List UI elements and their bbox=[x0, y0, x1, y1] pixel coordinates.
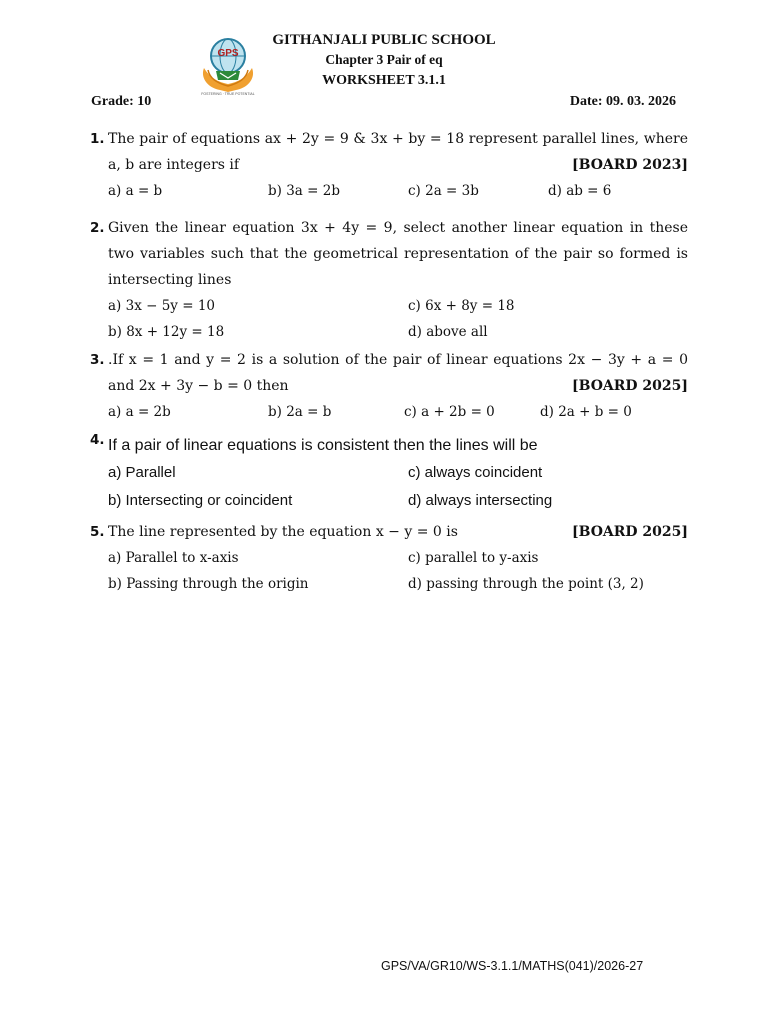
option-b: b) Intersecting or coincident bbox=[108, 492, 293, 509]
option-c: c) a + 2b = 0 bbox=[404, 404, 495, 420]
option-c: c) always coincident bbox=[408, 464, 543, 481]
options bbox=[108, 293, 688, 345]
option-c: c) 2a = 3b bbox=[408, 183, 479, 199]
question-3 bbox=[90, 347, 688, 425]
options bbox=[108, 459, 688, 515]
option-a: a) 3x − 5y = 10 bbox=[108, 298, 215, 314]
question-2 bbox=[90, 215, 688, 345]
worksheet-title: WORKSHEET 3.1.1 bbox=[322, 73, 446, 88]
question-4 bbox=[90, 433, 688, 515]
question-text: Given the linear equation 3x + 4y = 9, select another linear equation in these two variables such that the geometrical representation of the pair so formed is intersecting lines bbox=[108, 220, 688, 288]
option-b: b) Passing through the origin bbox=[108, 576, 309, 592]
option-c: c) 6x + 8y = 18 bbox=[408, 298, 515, 314]
option-a: a) a = b bbox=[108, 183, 163, 199]
option-a: a) Parallel bbox=[108, 464, 176, 481]
option-d: d) passing through the point (3, 2) bbox=[408, 576, 644, 592]
logo-text: GPS bbox=[217, 48, 239, 59]
question-number: 3. bbox=[90, 352, 105, 368]
option-d: d) above all bbox=[408, 324, 488, 340]
question-text bbox=[108, 347, 688, 399]
options bbox=[108, 399, 688, 425]
board-tag: [BOARD 2023] bbox=[571, 157, 688, 173]
question-body: .If x = 1 and y = 2 is a solution of the pair of linear equations 2x − 3y + a = 0 and 2x + 3y − b = 0 then bbox=[108, 352, 688, 394]
option-b: b) 2a = b bbox=[268, 404, 332, 420]
question-text bbox=[108, 519, 688, 545]
option-a: a) Parallel to x-axis bbox=[108, 550, 239, 566]
options bbox=[108, 545, 688, 597]
question-5 bbox=[90, 519, 688, 597]
question-1 bbox=[90, 126, 688, 204]
option-a: a) a = 2b bbox=[108, 404, 171, 420]
option-d: d) always intersecting bbox=[408, 492, 553, 509]
svg-text:FOSTERING · TRUE POTENTIAL: FOSTERING · TRUE POTENTIAL bbox=[201, 92, 255, 96]
option-b: b) 3a = 2b bbox=[268, 183, 340, 199]
question-number: 4. bbox=[90, 432, 105, 448]
options bbox=[108, 178, 688, 204]
footer-code: GPS/VA/GR10/WS-3.1.1/MATHS(041)/2026-27 bbox=[381, 959, 644, 973]
chapter-title: Chapter 3 Pair of eq bbox=[325, 52, 443, 67]
option-d: d) ab = 6 bbox=[548, 183, 612, 199]
question-body: The line represented by the equation x − y = 0 is bbox=[108, 524, 458, 540]
board-tag: [BOARD 2025] bbox=[571, 524, 688, 540]
option-c: c) parallel to y-axis bbox=[408, 550, 539, 566]
school-name: GITHANJALI PUBLIC SCHOOL bbox=[272, 32, 496, 48]
question-number: 1. bbox=[90, 131, 105, 147]
question-number: 2. bbox=[90, 220, 105, 236]
option-b: b) 8x + 12y = 18 bbox=[108, 324, 225, 340]
question-body: The pair of equations ax + 2y = 9 & 3x + by = 18 represent parallel lines, where a, b are integers if bbox=[108, 131, 688, 173]
question-number: 5. bbox=[90, 524, 105, 540]
board-tag: [BOARD 2025] bbox=[571, 378, 688, 394]
question-text bbox=[108, 126, 688, 178]
date-label: Date: 09. 03. 2026 bbox=[569, 94, 676, 109]
question-text: If a pair of linear equations is consistent then the lines will be bbox=[108, 437, 538, 454]
grade-label: Grade: 10 bbox=[91, 94, 152, 109]
option-d: d) 2a + b = 0 bbox=[540, 404, 632, 420]
